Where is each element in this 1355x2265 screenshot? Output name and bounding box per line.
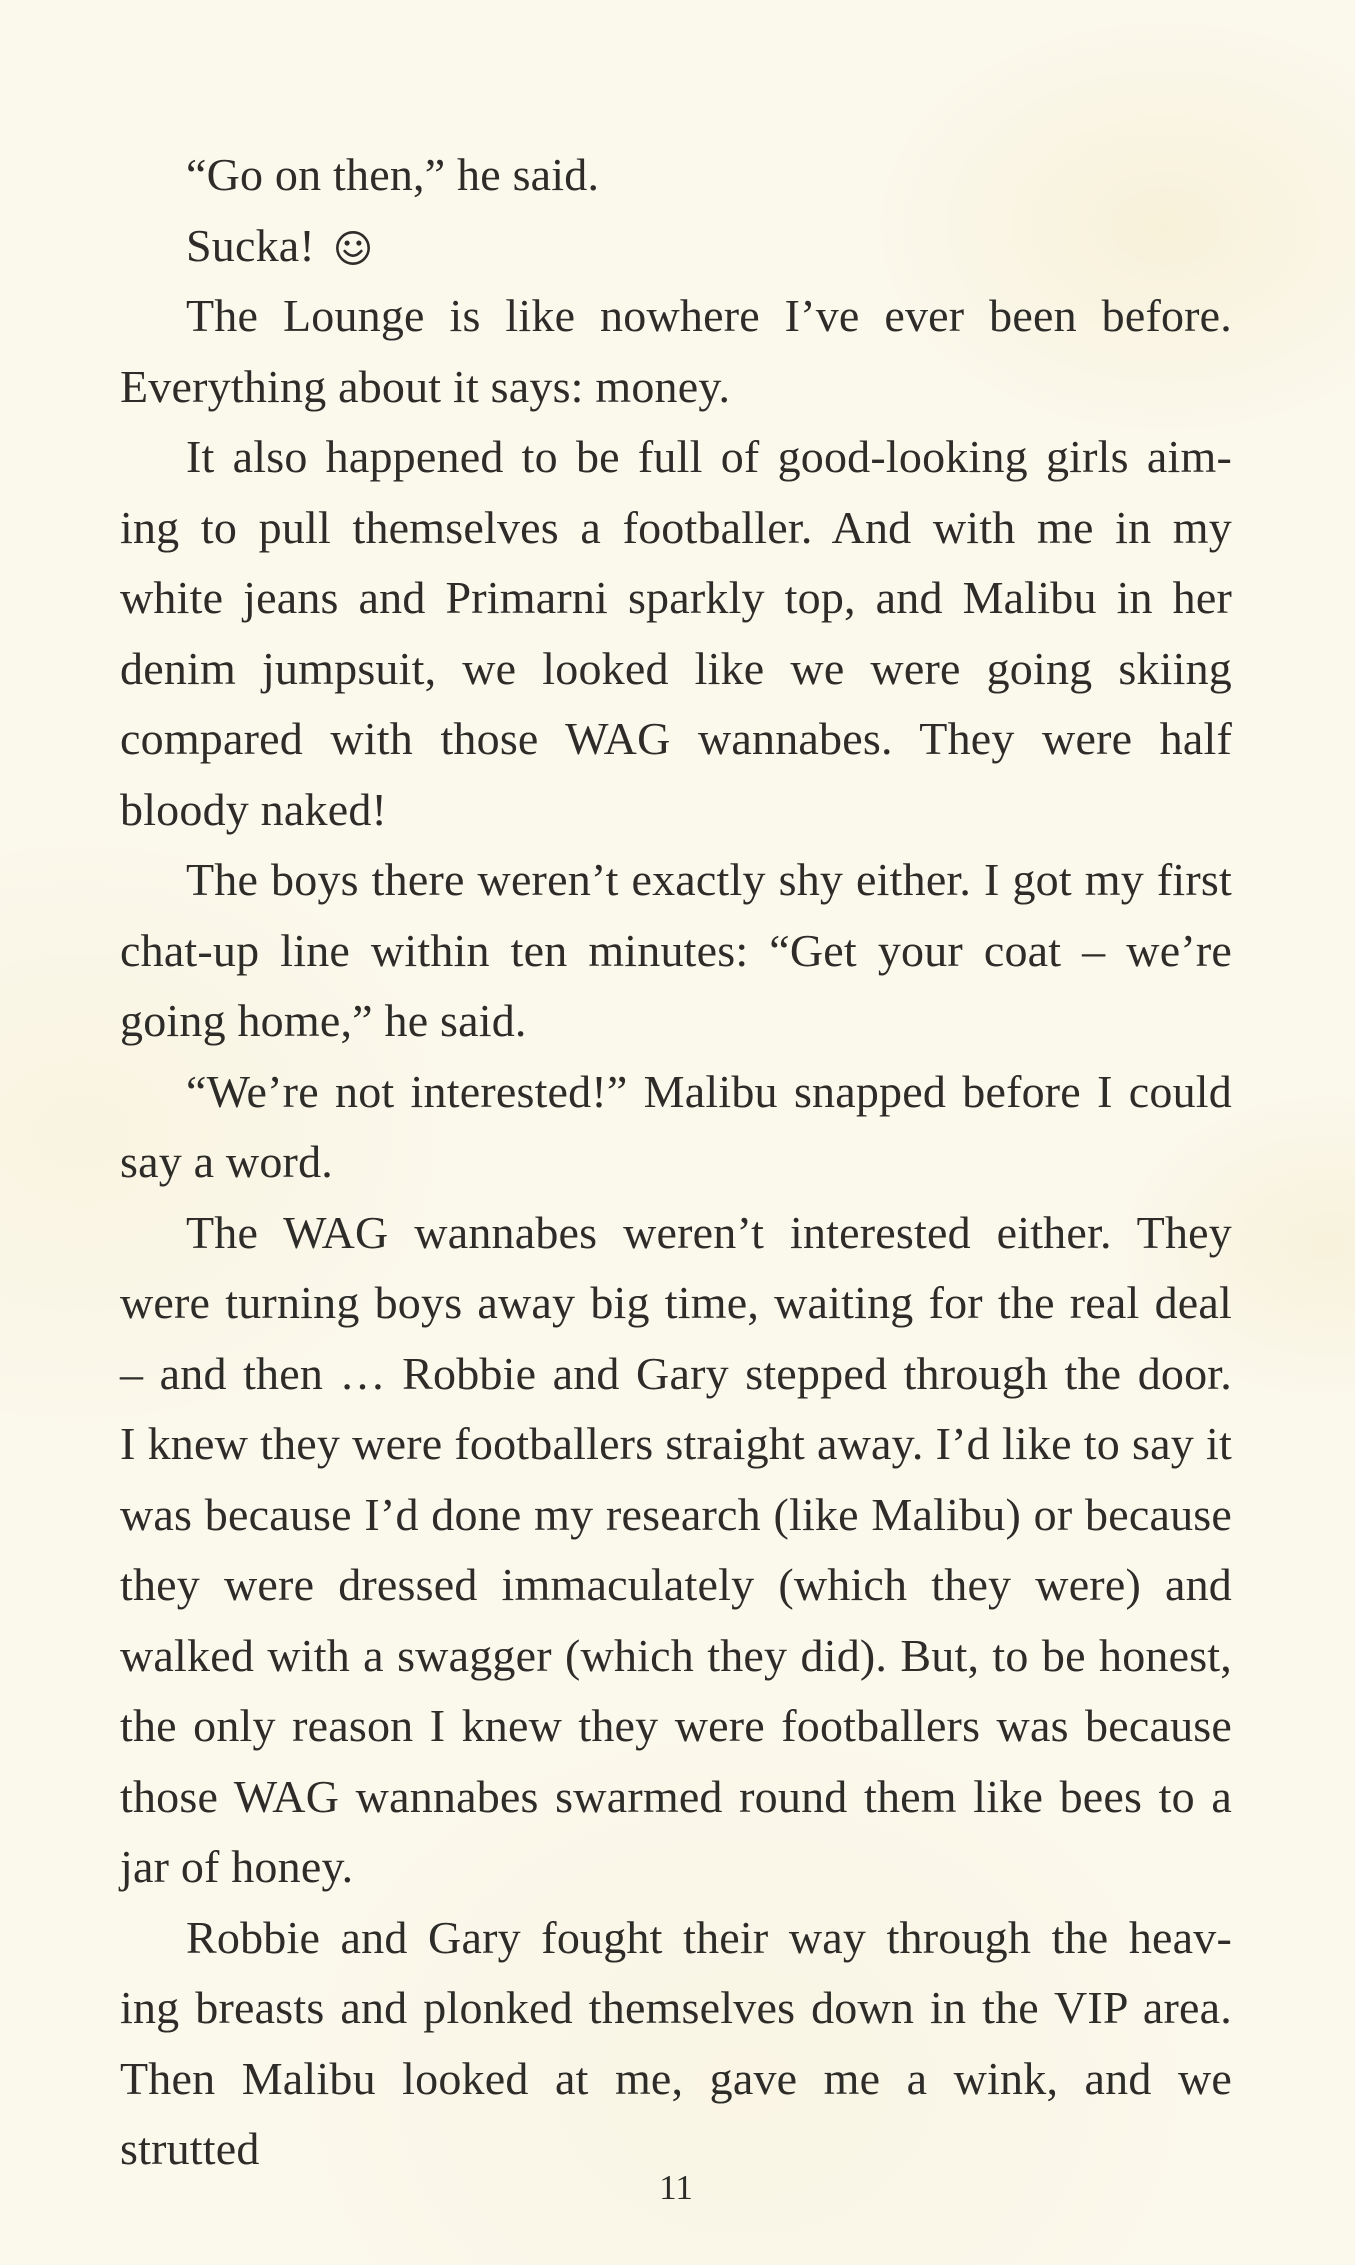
text-line: those WAG wannabes swarmed round them like bees to a: [120, 1770, 1232, 1822]
text-line: bloody naked!: [120, 783, 388, 835]
text-line: denim jumpsuit, we looked like we were going skiing: [120, 642, 1232, 694]
text-line: they were dressed immaculately (which they were) and: [120, 1559, 1232, 1610]
text-line: chat-up line within ten minutes: “Get your coat – we’re: [120, 924, 1232, 976]
text-line: going home,” he said.: [120, 995, 527, 1046]
text-line: say a word.: [120, 1136, 333, 1187]
text-line: The boys there weren’t exactly shy either. I got my first: [186, 854, 1232, 905]
text-line: Robbie and Gary fought their way through the heav-: [186, 1911, 1232, 1963]
text-line: was because I’d done my research (like Malibu) or because: [120, 1488, 1232, 1540]
page-number: 11: [659, 2168, 693, 2207]
text-line: the only reason I knew they were footballers was because: [120, 1700, 1232, 1751]
text-line: It also happened to be full of good-looking girls aim-: [186, 431, 1232, 482]
text-line: jar of honey.: [120, 1841, 354, 1892]
text-line: The Lounge is like nowhere I’ve ever been before.: [186, 290, 1232, 341]
page-text: [120, 140, 1232, 2174]
text-line: were turning boys away big time, waiting for the real deal: [120, 1277, 1232, 1328]
text-line: ing breasts and plonked themselves down in the VIP area.: [120, 1982, 1232, 2033]
text-line: “We’re not interested!” Malibu snapped before I could: [186, 1065, 1232, 1117]
text-line: – and then … Robbie and Gary stepped through the door.: [120, 1347, 1232, 1399]
text-line: “Go on then,” he said.: [186, 149, 600, 200]
text-line: white jeans and Primarni sparkly top, and Malibu in her: [120, 572, 1232, 623]
text-line: I knew they were footballers straight away. I’d like to say it: [120, 1418, 1232, 1469]
text-line: walked with a swagger (which they did). But, to be honest,: [120, 1629, 1232, 1681]
text-line: Sucka!: [120, 211, 1232, 282]
text-line: Everything about it says: money.: [120, 360, 731, 412]
text-line: The WAG wannabes weren’t interested either. They: [186, 1206, 1232, 1258]
text-line: compared with those WAG wannabes. They were half: [120, 713, 1232, 764]
smiley-face-icon: [334, 229, 372, 267]
text-line: Then Malibu looked at me, gave me a wink, and we strutted: [120, 2052, 1232, 2174]
text-line: ing to pull themselves a footballer. And with me in my: [120, 501, 1232, 553]
